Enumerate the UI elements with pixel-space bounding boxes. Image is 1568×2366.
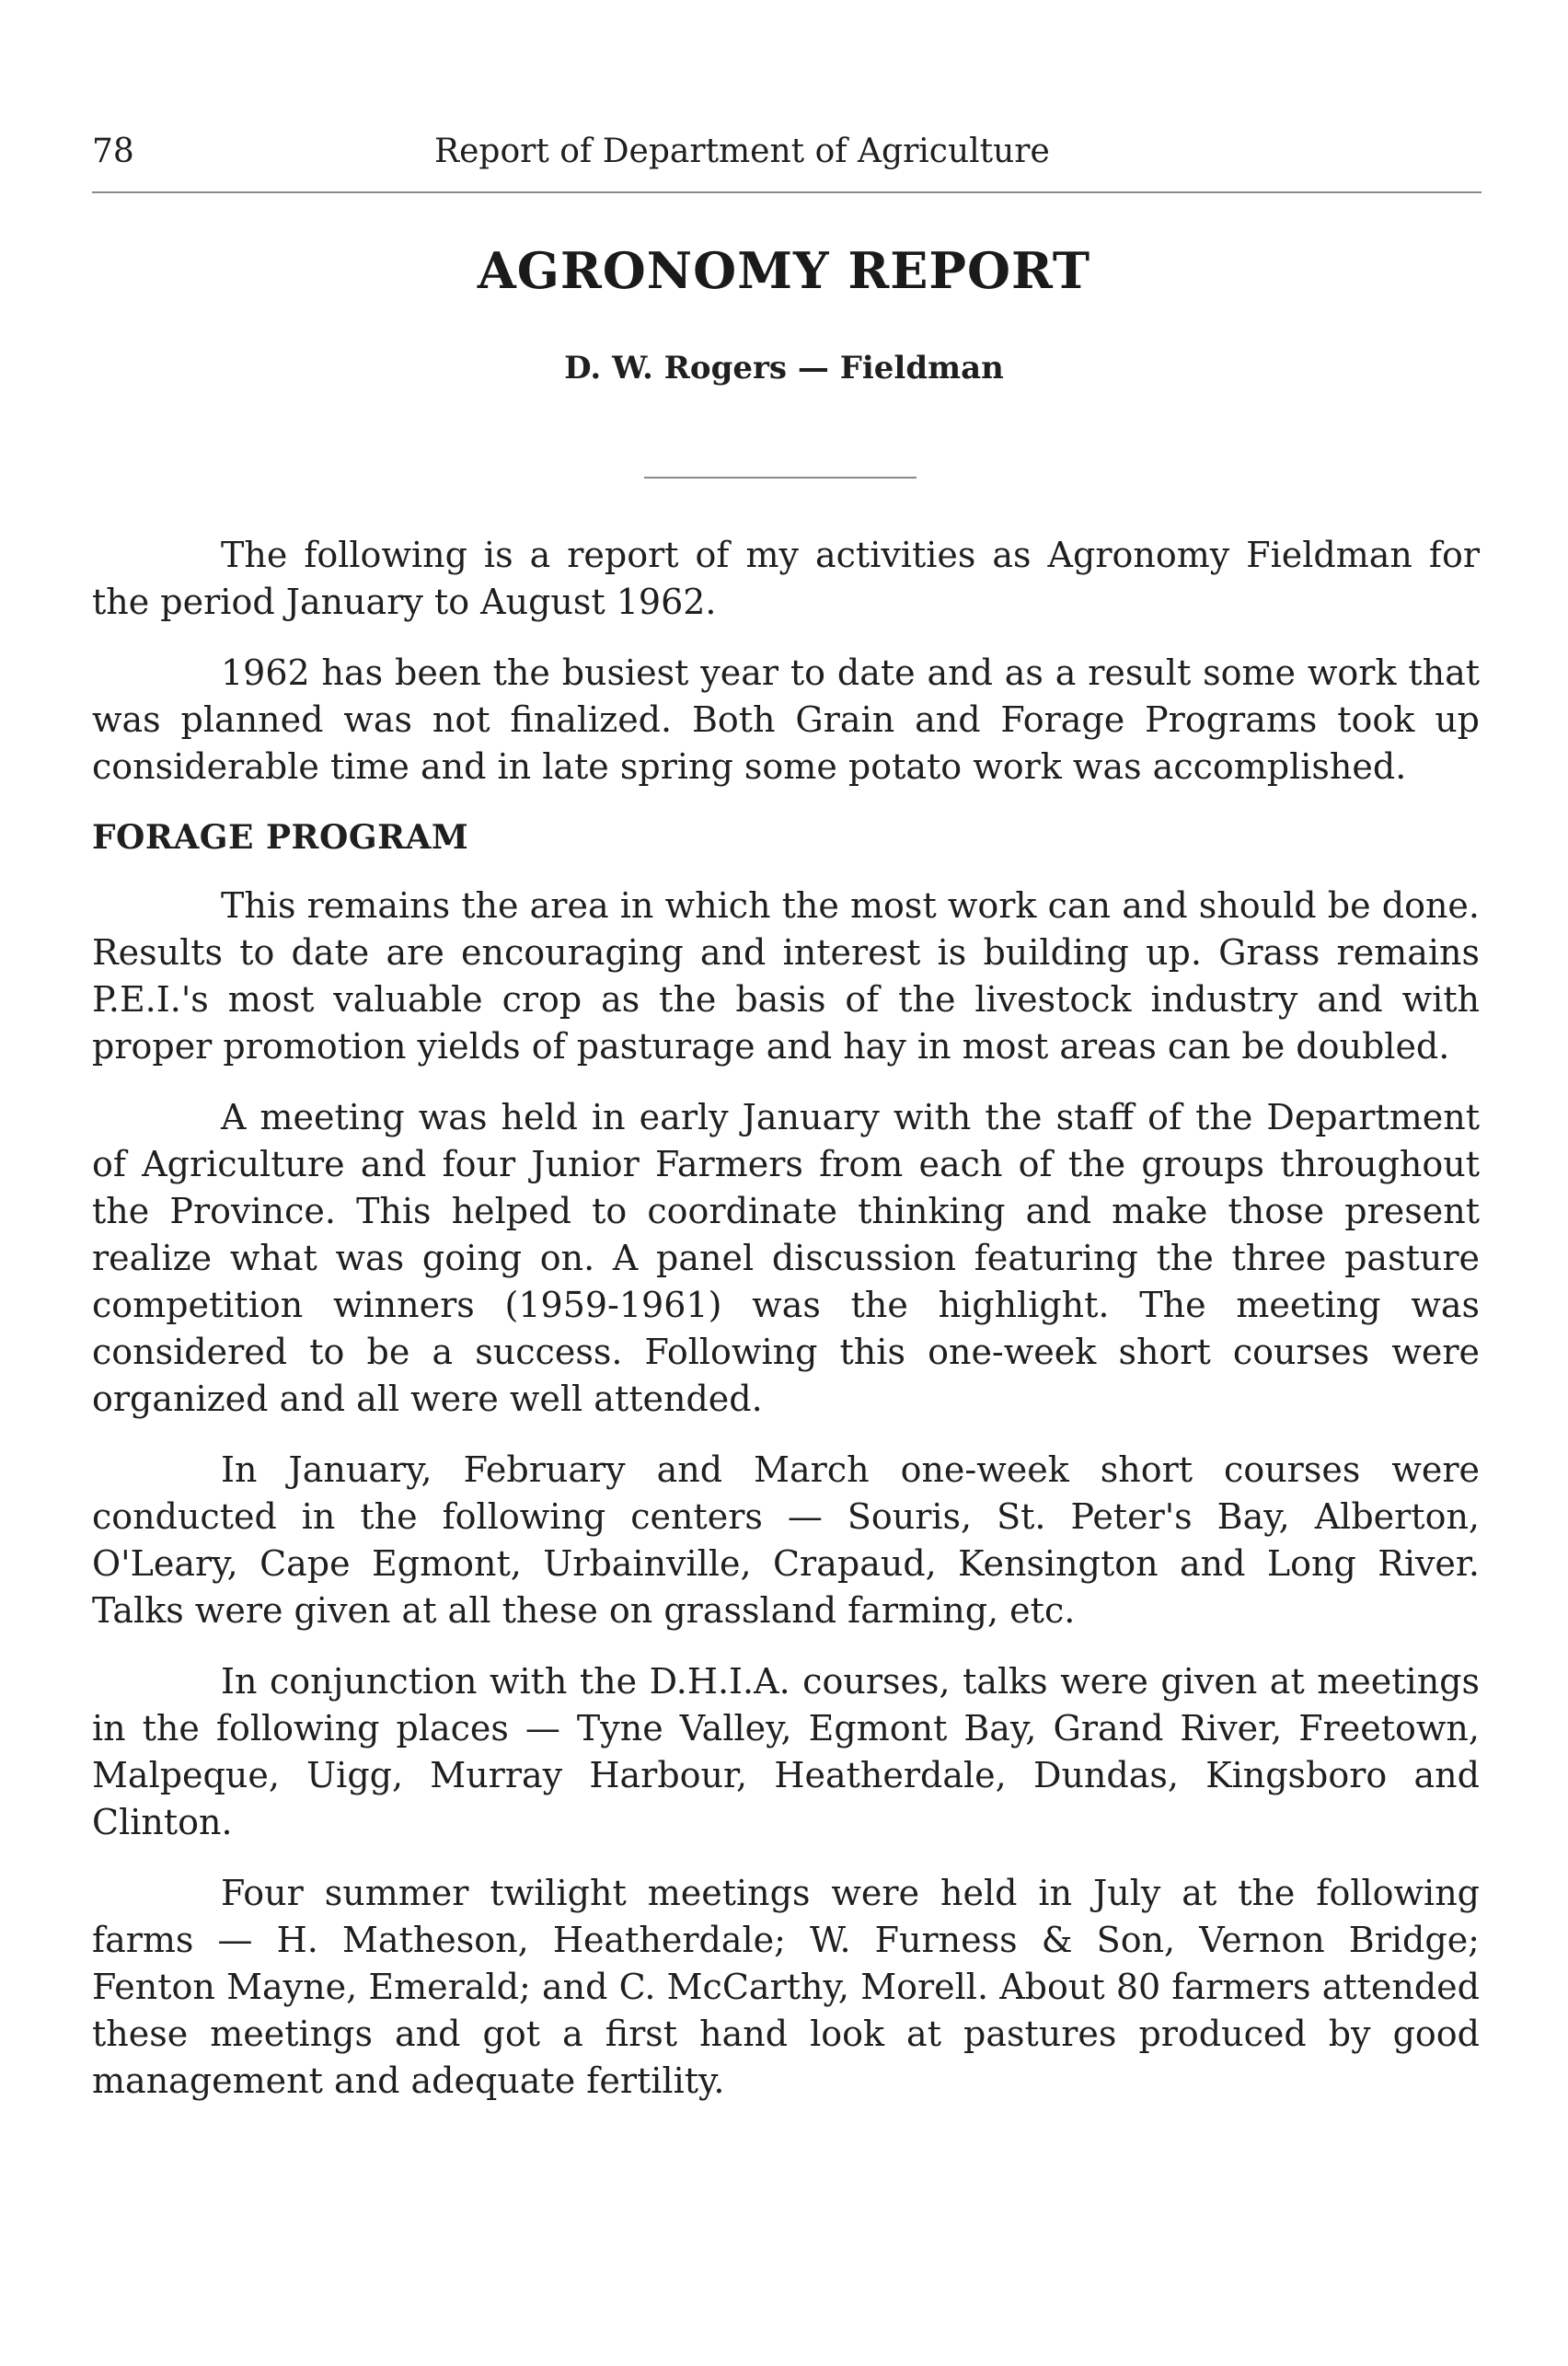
intro-paragraph: The following is a report of my activities as Agronomy Fieldman for the period January to August 1962. — [92, 535, 1480, 622]
running-title: Report of Department of Agriculture — [434, 133, 1050, 170]
section-paragraph: In January, February and March one-week short courses were conducted in the following centers — Souris, St. Peter's Bay, Alberton, O'Leary, Cape Egmont, Urbainville, Crapaud, Kensington and Long River. Talks were given at all these on grassland farming, etc. — [92, 1449, 1480, 1631]
report-body — [92, 532, 1480, 2129]
author-line: D. W. Rogers — Fieldman — [564, 350, 1004, 387]
section-heading: FORAGE PROGRAM — [92, 818, 469, 857]
section-paragraph: In conjunction with the D.H.I.A. courses, talks were given at meetings in the following places — Tyne Valley, Egmont Bay, Grand River, Freetown, Malpeque, Uigg, Murray Harbour, Heatherdale, Dundas, Kingsboro and Clinton. — [92, 1661, 1480, 1842]
section-paragraph: A meeting was held in early January with the staff of the Department of Agriculture and four Junior Farmers from each of the groups throughout the Province. This helped to coordinate thinking and make those present realize what was going on. A panel discussion featuring the three pasture competition winners (1959-1961) was the highlight. The meeting was considered to be a success. Following this one-week short courses were organized and all were well attended. — [92, 1097, 1480, 1419]
section-paragraph: Four summer twilight meetings were held in July at the following farms — H. Matheson, Heatherdale; W. Furness & Son, Vernon Bridge; Fenton Mayne, Emerald; and C. McCarthy, Morell. About 80 farmers attended these meetings and got a first hand look at pastures produced by good management and adequate fertility. — [92, 1873, 1480, 2101]
page-number: 78 — [92, 133, 134, 170]
header-rule — [92, 191, 1482, 193]
report-title: AGRONOMY REPORT — [477, 241, 1091, 300]
running-header — [92, 129, 1482, 175]
section-paragraph: This remains the area in which the most work can and should be done. Results to date are encouraging and interest is building up. Grass remains P.E.I.'s most valuable crop as the basis of the livestock industry and with proper promotion yields of pasturage and hay in most areas can be doubled. — [92, 885, 1480, 1067]
intro-paragraph: 1962 has been the busiest year to date and as a result some work that was planned was not finalized. Both Grain and Forage Programs took up considerable time and in late spring some potato work was accomplished. — [92, 652, 1480, 787]
title-divider — [644, 477, 917, 479]
